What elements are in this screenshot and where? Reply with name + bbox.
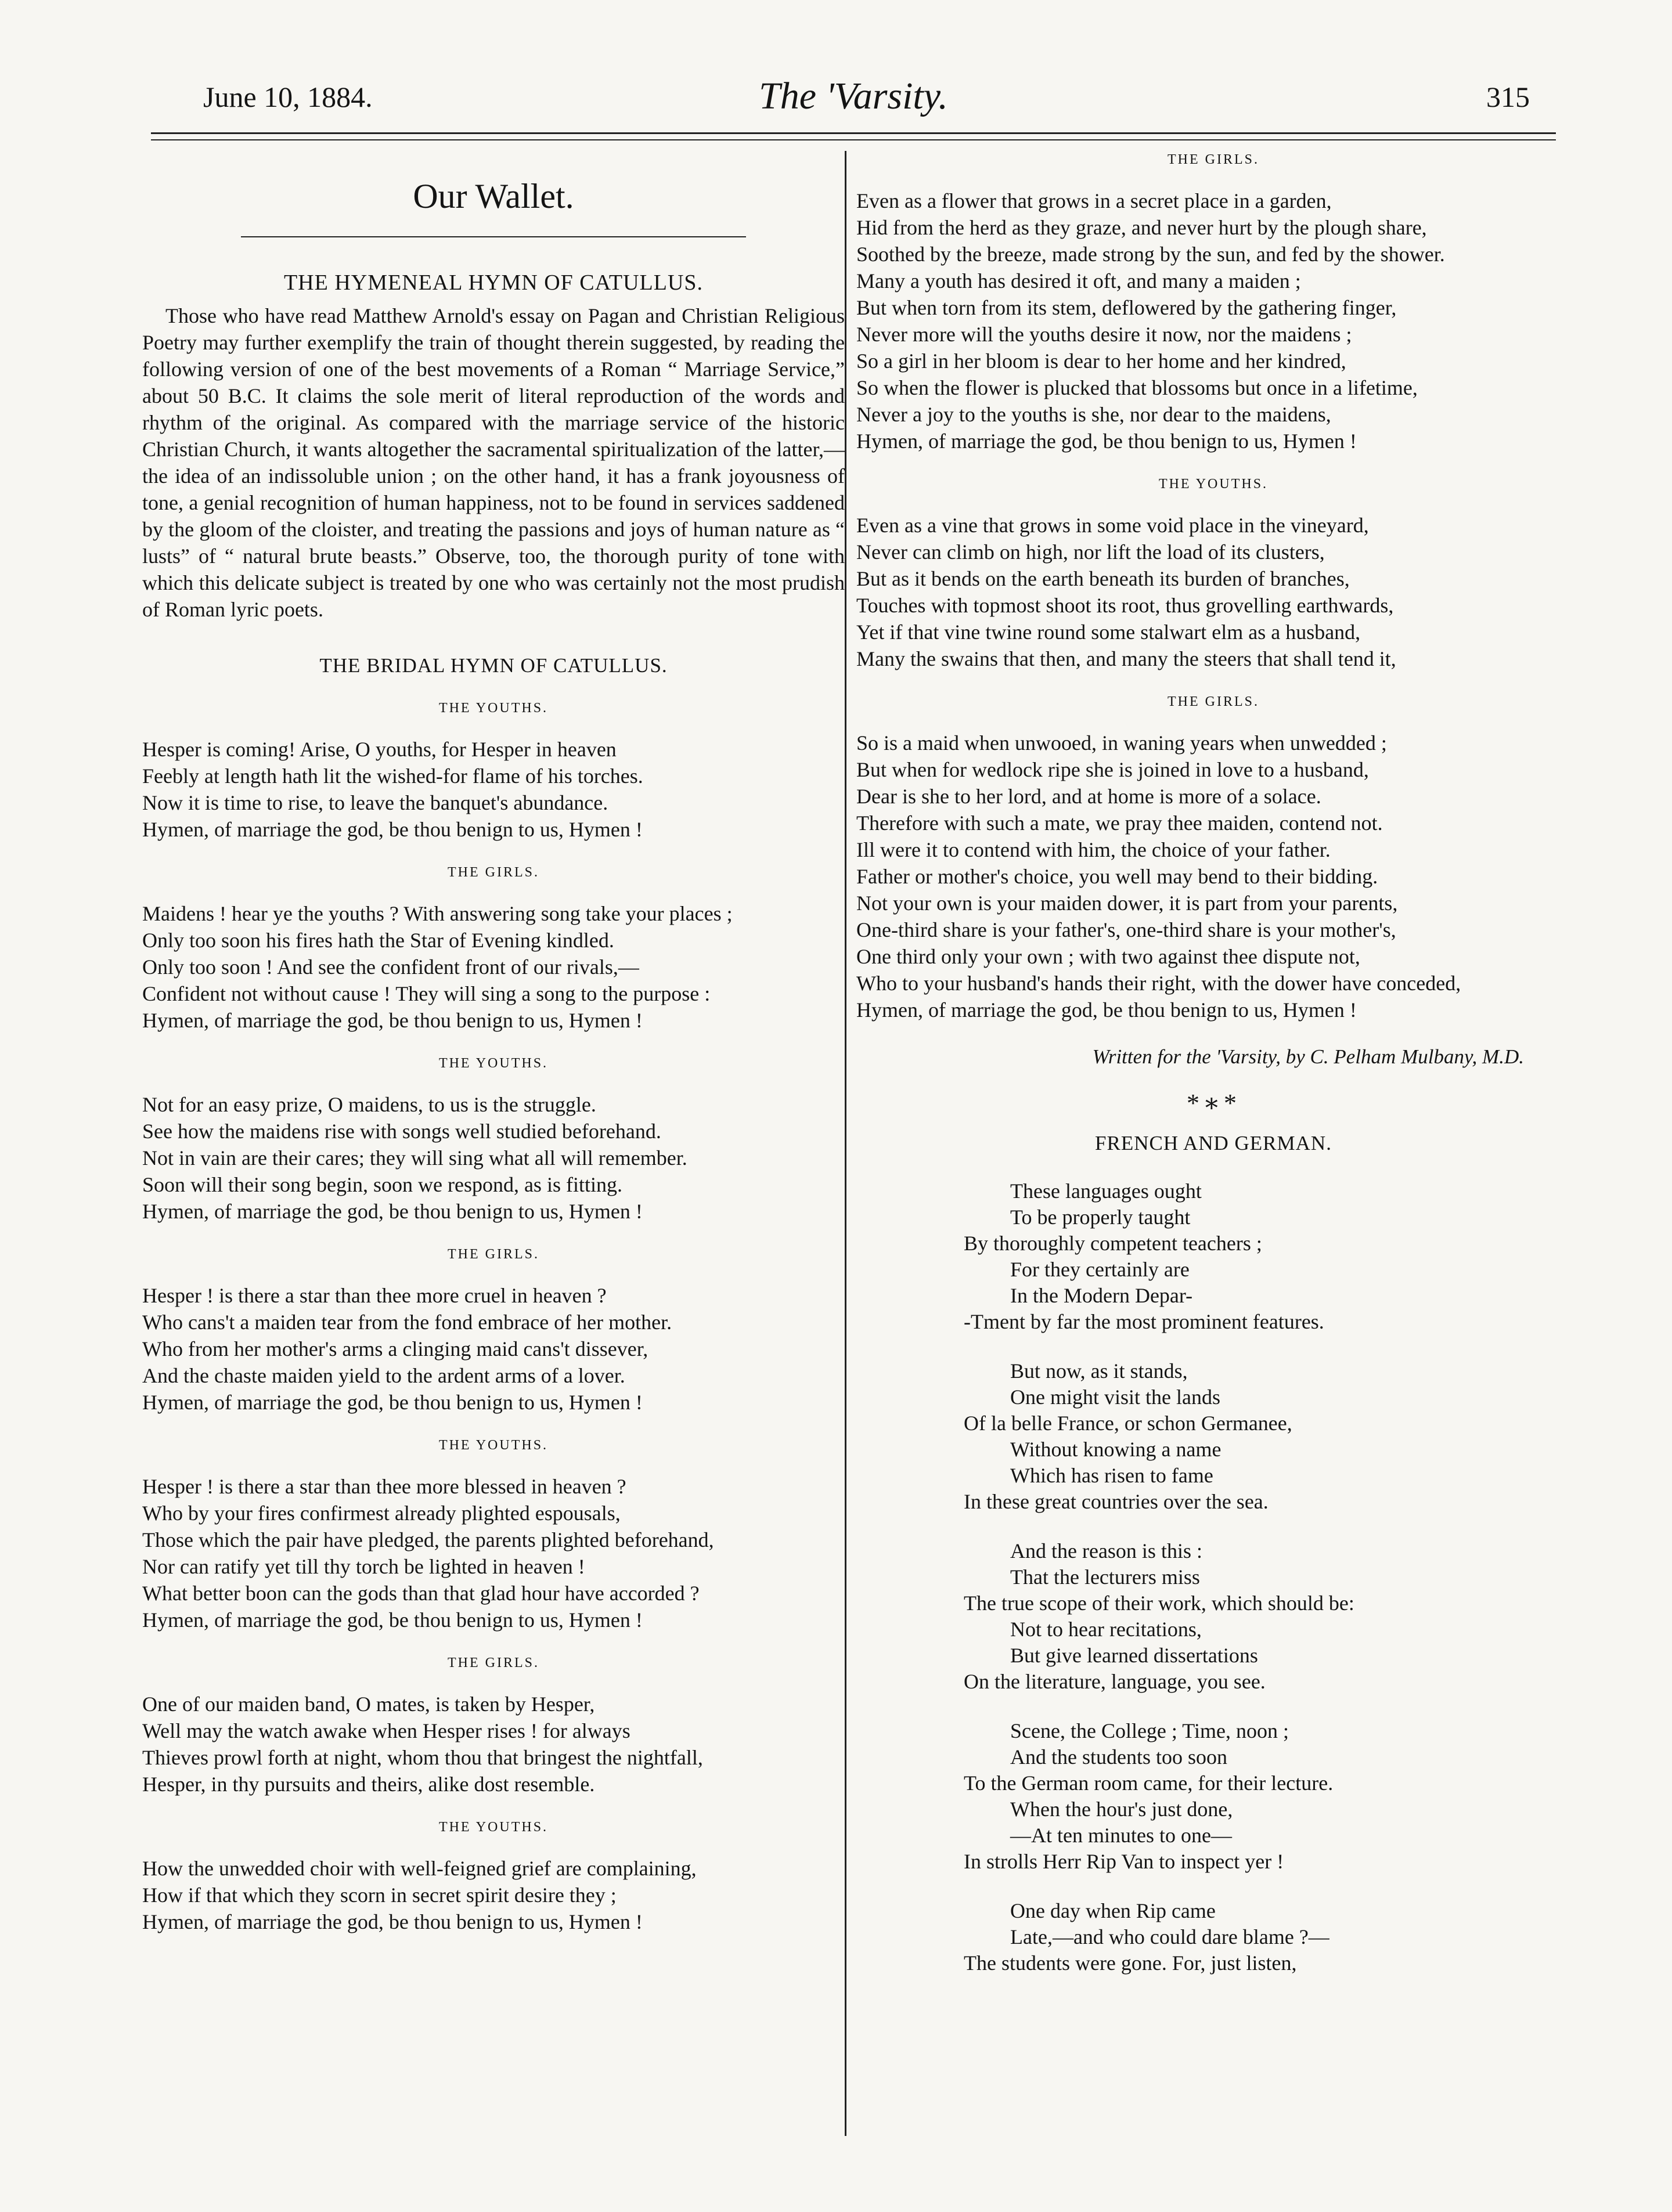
poem-line: And the reason is this : (1010, 1539, 1202, 1563)
poem-line: To be properly taught (1010, 1206, 1191, 1229)
verse-line: Not your own is your maiden dower, it is part from your parents, (856, 892, 1398, 915)
verse-line: Hesper ! is there a star than thee more cruel in heaven ? (142, 1284, 607, 1307)
verse-line: Only too soon ! And see the confident front of our rivals,— (142, 955, 639, 979)
verse-line: Confident not without cause ! They will sing a song to the purpose : (142, 982, 711, 1005)
header-rule (151, 132, 1556, 134)
verse-line: But when torn from its stem, deflowered by the gathering finger, (856, 296, 1397, 319)
verse-line: Not for an easy prize, O maidens, to us is the struggle. (142, 1093, 596, 1116)
article-intro: Those who have read Matthew Arnold's essay on Pagan and Christian Religious Poetry may further exemplify the train of thought therein suggested, by reading the following version of one of the best movements of a Roman “ Marriage Service,” about 50 B.C. It claims the sole merit of literal reproduction of the words and rhythm of the original. As compared with the marriage service of the historic Christian Church, it wants altogether the sacramental spiritualization of the latter,—the idea of an indissoluble union ; on the other hand, it has a frank joyousness of tone, a genial recognition of human happiness, not to be found in services saddened by the gloom of the cloister, and treating the passions and joys of human nature as “ lusts” of “ natural brute beasts.” Observe, too, the thorough purity of tone with which this delicate subject is treated by one who was certainly not the most prudish of Roman lyric poets. (142, 304, 845, 621)
poem-stanza (964, 1358, 1570, 1515)
poem-stanza (964, 1898, 1570, 1976)
speaker-heading: THE YOUTHS. (438, 1438, 549, 1453)
verse-line: Hymen, of marriage the god, be thou benign to us, Hymen ! (142, 1608, 643, 1632)
verse-line: Even as a flower that grows in a secret place in a garden, (856, 189, 1332, 212)
right-column (856, 152, 1570, 2000)
verse-line: Hid from the herd as they graze, and never hurt by the plough share, (856, 216, 1427, 239)
verse-line: Thieves prowl forth at night, whom thou that bringest the nightfall, (142, 1746, 703, 1769)
verse-line: Those which the pair have pledged, the parents plighted beforehand, (142, 1528, 714, 1551)
poem-line: For they certainly are (1010, 1258, 1190, 1281)
verse-block (142, 1473, 845, 1633)
poem-body (964, 1178, 1570, 1976)
poem-line: The true scope of their work, which should be: (964, 1592, 1354, 1615)
verse-line: So is a maid when unwooed, in waning years when unwedded ; (856, 731, 1387, 755)
poem-line: That the lecturers miss (1010, 1565, 1200, 1589)
verse-line: Dear is she to her lord, and at home is more of a solace. (856, 785, 1321, 808)
verse-line: Maidens ! hear ye the youths ? With answering song take your places ; (142, 902, 733, 925)
speaker-heading: THE GIRLS. (1167, 152, 1259, 167)
hymn-sections (142, 701, 845, 1935)
speaker-heading: THE YOUTHS. (438, 701, 549, 716)
poem-line: Which has risen to fame (1010, 1464, 1213, 1487)
speaker-heading: THE GIRLS. (1167, 694, 1259, 709)
verse-line: Hesper is coming! Arise, O youths, for Hesper in heaven (142, 738, 617, 761)
verse-line: So when the flower is plucked that blossoms but once in a lifetime, (856, 376, 1418, 399)
verse-block (856, 730, 1570, 1023)
verse-line: Many the swains that then, and many the steers that shall tend it, (856, 647, 1396, 670)
section-separator: *∗* (1187, 1089, 1240, 1117)
verse-block (142, 900, 845, 1034)
poem-line: Late,—and who could dare blame ?— (1010, 1925, 1329, 1948)
verse-line: Who from her mother's arms a clinging maid cans't dissever, (142, 1337, 648, 1361)
left-column (142, 152, 845, 1957)
hymn-title: THE BRIDAL HYMN OF CATULLUS. (319, 654, 668, 677)
verse-line: One third only your own ; with two against thee dispute not, (856, 945, 1360, 968)
speaker-heading: THE GIRLS. (448, 1655, 539, 1670)
verse-line: See how the maidens rise with songs well studied beforehand. (142, 1120, 661, 1143)
author-signature: Written for the 'Varsity, by C. Pelham Mulbany, M.D. (1092, 1045, 1524, 1068)
poem-line: One might visit the lands (1010, 1385, 1220, 1409)
poem-line: Not to hear recitations, (1010, 1618, 1202, 1641)
page-header (151, 70, 1556, 133)
column-title: Our Wallet. (413, 177, 574, 215)
speaker-heading: THE YOUTHS. (438, 1820, 549, 1835)
verse-line: Father or mother's choice, you well may bend to their bidding. (856, 865, 1378, 888)
verse-line: Hesper, in thy pursuits and theirs, alike dost resemble. (142, 1773, 595, 1796)
masthead-title: The 'Varsity. (759, 75, 948, 117)
poem-stanza (964, 1178, 1570, 1335)
speaker-heading: THE GIRLS. (448, 1247, 539, 1262)
poem-line: And the students too soon (1010, 1745, 1227, 1769)
verse-line: But as it bends on the earth beneath its burden of branches, (856, 567, 1350, 590)
verse-line: And the chaste maiden yield to the ardent arms of a lover. (142, 1364, 625, 1387)
verse-line: Not in vain are their cares; they will sing what all will remember. (142, 1146, 687, 1170)
verse-line: Ill were it to contend with him, the choice of your father. (856, 838, 1331, 861)
verse-line: Never a joy to the youths is she, nor dear to the maidens, (856, 403, 1331, 426)
verse-line: Nor can ratify yet till thy torch be lighted in heaven ! (142, 1555, 585, 1578)
verse-line: Only too soon his fires hath the Star of Evening kindled. (142, 929, 614, 952)
verse-block (856, 187, 1570, 454)
poem-line: By thoroughly competent teachers ; (964, 1232, 1262, 1255)
verse-block (856, 512, 1570, 672)
poem-stanza (964, 1718, 1570, 1875)
poem-line: -Tment by far the most prominent features. (964, 1310, 1324, 1333)
verse-block (142, 1691, 845, 1798)
column-divider (845, 151, 846, 2136)
verse-line: Hesper ! is there a star than thee more blessed in heaven ? (142, 1475, 626, 1498)
speaker-heading: THE GIRLS. (448, 865, 539, 880)
poem-line: When the hour's just done, (1010, 1798, 1233, 1821)
verse-line: Many a youth has desired it oft, and many a maiden ; (856, 269, 1301, 293)
verse-line: Hymen, of marriage the god, be thou benign to us, Hymen ! (142, 1009, 643, 1032)
poem-line: In these great countries over the sea. (964, 1490, 1269, 1513)
issue-date: June 10, 1884. (203, 81, 373, 113)
poem-title: FRENCH AND GERMAN. (1095, 1132, 1332, 1154)
verse-block (142, 1855, 845, 1935)
verse-line: Soon will their song begin, soon we respond, as is fitting. (142, 1173, 622, 1196)
verse-line: Who cans't a maiden tear from the fond embrace of her mother. (142, 1311, 672, 1334)
verse-line: Hymen, of marriage the god, be thou benign to us, Hymen ! (142, 818, 643, 841)
verse-line: Hymen, of marriage the god, be thou benign to us, Hymen ! (856, 430, 1357, 453)
verse-line: Even as a vine that grows in some void place in the vineyard, (856, 514, 1369, 537)
page-number: 315 (1486, 81, 1530, 113)
title-rule (241, 236, 746, 237)
poem-line: To the German room came, for their lecture. (964, 1771, 1334, 1795)
verse-block (142, 1091, 845, 1225)
poem-line: The students were gone. For, just listen, (964, 1951, 1297, 1975)
poem-line: —At ten minutes to one— (1010, 1824, 1232, 1847)
verse-line: But when for wedlock ripe she is joined in love to a husband, (856, 758, 1369, 781)
poem-line: One day when Rip came (1010, 1899, 1216, 1922)
poem-line: These languages ought (1010, 1179, 1202, 1203)
verse-line: Yet if that vine twine round some stalwart elm as a husband, (856, 620, 1361, 644)
poem-line: But give learned dissertations (1010, 1644, 1258, 1667)
poem-line: Of la belle France, or schon Germanee, (964, 1412, 1292, 1435)
poem-line: On the literature, language, you see. (964, 1670, 1266, 1693)
header-rule-double (151, 139, 1556, 140)
verse-line: Hymen, of marriage the god, be thou benign to us, Hymen ! (142, 1910, 643, 1933)
verse-line: Who by your fires confirmest already plighted espousals, (142, 1502, 621, 1525)
verse-line: So a girl in her bloom is dear to her home and her kindred, (856, 349, 1346, 373)
poem-stanza (964, 1538, 1570, 1695)
verse-line: Soothed by the breeze, made strong by the sun, and fed by the shower. (856, 243, 1445, 266)
poem-line: In strolls Herr Rip Van to inspect yer ! (964, 1850, 1284, 1873)
verse-line: Therefore with such a mate, we pray thee maiden, contend not. (856, 811, 1383, 835)
verse-line: Feebly at length hath lit the wished-for flame of his torches. (142, 764, 643, 788)
poem-line: In the Modern Depar- (1010, 1284, 1193, 1307)
verse-line: One-third share is your father's, one-third share is your mother's, (856, 918, 1396, 941)
verse-line: Hymen, of marriage the god, be thou benign to us, Hymen ! (142, 1200, 643, 1223)
verse-line: Hymen, of marriage the god, be thou benign to us, Hymen ! (142, 1391, 643, 1414)
speaker-heading: THE YOUTHS. (438, 1056, 549, 1071)
verse-line: Never can climb on high, nor lift the load of its clusters, (856, 540, 1325, 564)
verse-line: Now it is time to rise, to leave the banquet's abundance. (142, 791, 608, 814)
article-title: THE HYMENEAL HYMN OF CATULLUS. (283, 270, 704, 295)
poem-line: Scene, the College ; Time, noon ; (1010, 1719, 1289, 1742)
verse-line: How if that which they scorn in secret spirit desire they ; (142, 1883, 617, 1907)
verse-line: Touches with topmost shoot its root, thus grovelling earthwards, (856, 594, 1394, 617)
speaker-heading: THE YOUTHS. (1158, 477, 1269, 492)
verse-line: One of our maiden band, O mates, is taken by Hesper, (142, 1693, 595, 1716)
verse-line: Never more will the youths desire it now, nor the maidens ; (856, 323, 1352, 346)
hymn-sections-continued (856, 152, 1570, 1023)
poem-line: Without knowing a name (1010, 1438, 1221, 1461)
verse-line: Well may the watch awake when Hesper rises ! for always (142, 1719, 630, 1742)
verse-line: How the unwedded choir with well-feigned grief are complaining, (142, 1857, 697, 1880)
verse-line: Who to your husband's hands their right, with the dower have conceded, (856, 972, 1461, 995)
poem-line: But now, as it stands, (1010, 1359, 1188, 1383)
verse-line: What better boon can the gods than that glad hour have accorded ? (142, 1582, 700, 1605)
verse-block (142, 736, 845, 843)
verse-block (142, 1282, 845, 1416)
verse-line: Hymen, of marriage the god, be thou benign to us, Hymen ! (856, 998, 1357, 1022)
